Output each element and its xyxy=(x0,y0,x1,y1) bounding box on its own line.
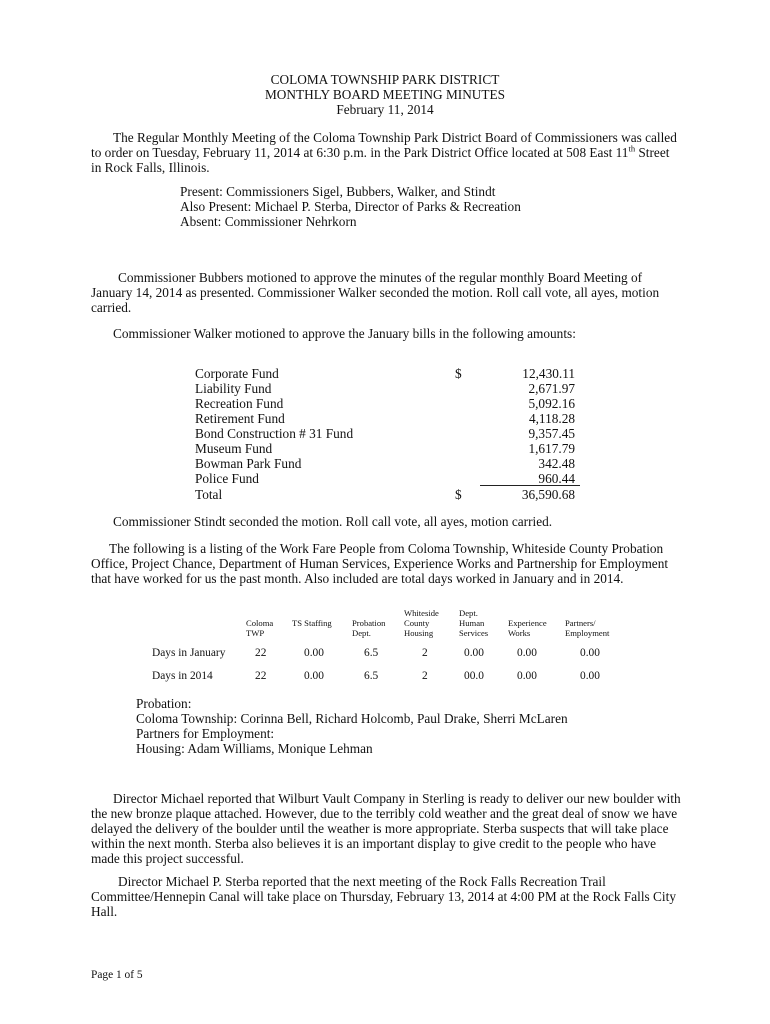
minutes-motion-paragraph: Commissioner Bubbers motioned to approve the minutes of the regular monthly Board Meeting of January 14, 2014 as presented. Commissioner Walker seconded the motion. Roll call vote, all ayes, motion carried. xyxy=(91,270,660,315)
column-header-line: Experience xyxy=(508,618,547,628)
fund-name: Retirement Fund xyxy=(195,411,285,426)
column-header-line: Partners/ xyxy=(565,618,596,628)
fund-row xyxy=(195,426,595,441)
column-header xyxy=(292,618,332,628)
fund-amount: 2,671.97 xyxy=(528,381,575,396)
absent-line: Absent: Commissioner Nehrkorn xyxy=(180,214,357,229)
column-header xyxy=(352,618,385,638)
fund-row xyxy=(195,441,595,456)
fund-name: Corporate Fund xyxy=(195,366,279,381)
column-header-line: Housing xyxy=(404,628,434,638)
row-label: Days in January xyxy=(152,647,226,659)
column-header xyxy=(246,618,273,638)
column-header xyxy=(508,618,547,638)
total-divider xyxy=(480,485,580,486)
fund-row xyxy=(195,396,595,411)
table-cell: 22 xyxy=(255,670,267,682)
present-line: Present: Commissioners Sigel, Bubbers, Walker, and Stindt xyxy=(180,184,496,199)
table-cell: 0.00 xyxy=(580,670,600,682)
fund-amount: 960.44 xyxy=(538,471,575,486)
workfare-intro-paragraph: The following is a listing of the Work Fare People from Coloma Township, Whiteside County Probation Office, Project Chance, Department of Human Services, Experience Works and Partnership for Employment that have worked for us the past month. Also included are total days worked in January and in 2014. xyxy=(91,541,669,586)
boulder-report-paragraph: Director Michael reported that Wilburt Vault Company in Sterling is ready to deliver our new boulder with the new bronze plaque attached. However, due to the terribly cold weather and the great deal of snow we have delayed the delivery of the boulder until the weather is more appropriate. Sterba suspects that will take place within the next month. Sterba also believes it is an important display to give credit to the people who have made this project successful. xyxy=(91,791,681,866)
column-header-line: Coloma xyxy=(246,618,274,628)
column-header-line: Dept. xyxy=(352,628,371,638)
fund-total-row xyxy=(195,487,595,502)
fund-row xyxy=(195,381,595,396)
fund-name: Police Fund xyxy=(195,471,259,486)
fund-name: Liability Fund xyxy=(195,381,272,396)
column-header xyxy=(404,608,439,638)
housing-workers: Housing: Adam Williams, Monique Lehman xyxy=(136,741,373,756)
table-cell: 22 xyxy=(255,647,267,659)
table-cell: 0.00 xyxy=(517,647,537,659)
fund-amount: 9,357.45 xyxy=(528,426,575,441)
document-header xyxy=(0,72,770,117)
second-motion-paragraph: Commissioner Stindt seconded the motion. Roll call vote, all ayes, motion carried. xyxy=(113,514,553,529)
column-header-line: Works xyxy=(508,628,531,638)
column-header-line: TWP xyxy=(246,628,265,638)
fund-dollar-sign: $ xyxy=(455,366,462,381)
page-number: Page 1 of 5 xyxy=(91,969,143,981)
table-cell: 0.00 xyxy=(517,670,537,682)
column-header-line: Employment xyxy=(565,628,610,638)
intro-text-end: Street in Rock Falls, Illinois. xyxy=(91,145,670,175)
column-header-line: Dept. xyxy=(459,608,478,618)
fund-name: Recreation Fund xyxy=(195,396,284,411)
table-cell: 0.00 xyxy=(304,670,324,682)
table-cell: 00.0 xyxy=(464,670,484,682)
fund-row xyxy=(195,366,595,381)
fund-list xyxy=(195,366,595,502)
column-header-line: Whiteside xyxy=(404,608,439,618)
header-date: February 11, 2014 xyxy=(336,102,434,117)
column-header-line: Human xyxy=(459,618,485,628)
header-subtitle: MONTHLY BOARD MEETING MINUTES xyxy=(264,87,506,102)
column-header xyxy=(565,618,609,638)
row-label: Days in 2014 xyxy=(152,670,213,682)
probation-label: Probation: xyxy=(136,696,192,711)
partners-label: Partners for Employment: xyxy=(136,726,275,741)
column-header-line: TS Staffing xyxy=(292,618,332,628)
fund-amount: 5,092.16 xyxy=(528,396,575,411)
table-cell: 2 xyxy=(422,670,428,682)
attendance-block xyxy=(180,184,521,229)
table-cell: 6.5 xyxy=(364,647,379,659)
column-header-line: Services xyxy=(459,628,489,638)
fund-amount: 342.48 xyxy=(538,456,575,471)
column-header xyxy=(459,608,488,638)
fund-amount: 12,430.11 xyxy=(522,366,575,381)
fund-name: Bowman Park Fund xyxy=(195,456,302,471)
intro-superscript: th xyxy=(628,143,636,154)
bills-motion-paragraph: Commissioner Walker motioned to approve the January bills in the following amounts: xyxy=(113,326,576,341)
coloma-workers: Coloma Township: Corinna Bell, Richard Holcomb, Paul Drake, Sherri McLaren xyxy=(136,711,568,726)
column-header-line: County xyxy=(404,618,430,628)
fund-row xyxy=(195,456,595,471)
fund-name: Museum Fund xyxy=(195,441,273,456)
table-cell: 0.00 xyxy=(464,647,484,659)
fund-amount: 4,118.28 xyxy=(528,411,575,426)
fund-amount: 36,590.68 xyxy=(521,487,575,502)
table-cell: 0.00 xyxy=(580,647,600,659)
fund-row xyxy=(195,411,595,426)
also-present-line: Also Present: Michael P. Sterba, Director of Parks & Recreation xyxy=(180,199,521,214)
fund-name: Total xyxy=(195,487,223,502)
fund-dollar-sign: $ xyxy=(455,487,462,502)
worker-names-block xyxy=(136,696,568,756)
fund-name: Bond Construction # 31 Fund xyxy=(195,426,354,441)
fund-row xyxy=(195,471,595,486)
table-cell: 6.5 xyxy=(364,670,379,682)
table-cell: 2 xyxy=(422,647,428,659)
intro-text: The Regular Monthly Meeting of the Coloma Township Park District Board of Commissioners was called to order on Tuesday, February 11, 2014 at 6:30 p.m. in the Park District Office located at 508 East 11 xyxy=(91,130,677,160)
table-cell: 0.00 xyxy=(304,647,324,659)
intro-paragraph xyxy=(91,130,681,175)
fund-amount: 1,617.79 xyxy=(528,441,575,456)
trail-report-paragraph: Director Michael P. Sterba reported that the next meeting of the Rock Falls Recreation Trail Committee/Hennepin Canal will take place on Thursday, February 13, 2014 at 4:00 PM at the Rock Falls City Hall. xyxy=(91,874,676,919)
header-title: COLOMA TOWNSHIP PARK DISTRICT xyxy=(270,72,500,87)
column-header-line: Probation xyxy=(352,618,386,628)
